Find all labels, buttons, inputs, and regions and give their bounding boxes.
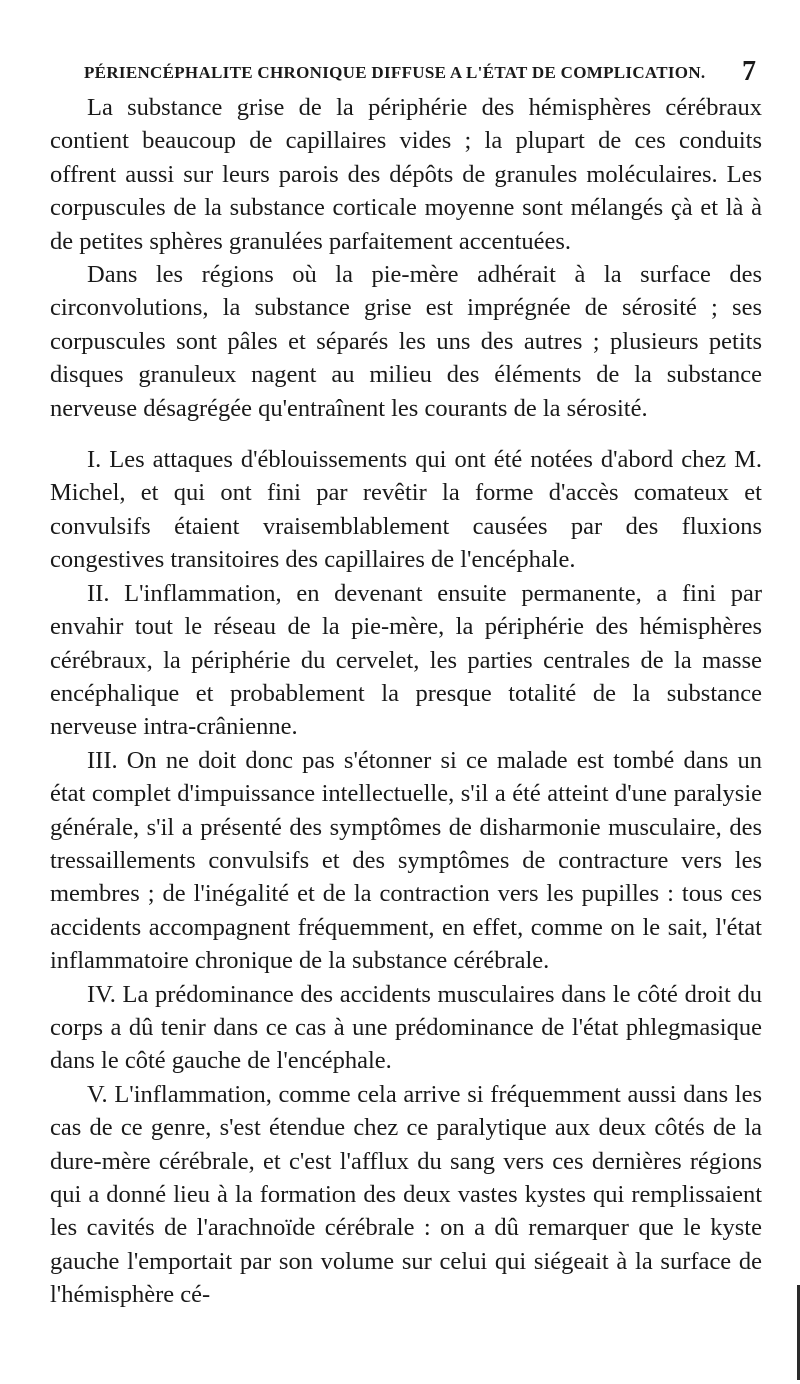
- paragraph-point-i: I. Les attaques d'éblouissements qui ont été notées d'abord chez M. Michel, et qui ont fini par revêtir la forme d'accès comateux et convulsifs étaient vraisemblablement causées par des fluxions congestives transitoires des capillaires de l'encéphale.: [50, 446, 762, 574]
- body-text: [50, 91, 762, 1312]
- page-number: 7: [742, 56, 756, 87]
- paragraph-point-iii: III. On ne doit donc pas s'étonner si ce malade est tombé dans un état complet d'impuissance intellectuelle, s'il a été atteint d'une paralysie générale, s'il a présenté des symptômes de disharmonie musculaire, des tressaillements convulsifs et des symptômes de contracture vers les membres ; de l'inégalité et de la contraction vers les pupilles : tous ces accidents accompagnent fréquemment, en effet, comme on le sait, l'état inflammatoire chronique de la substance cérébrale.: [50, 746, 762, 975]
- running-head: [84, 56, 756, 90]
- paragraph-point-iv: IV. La prédominance des accidents musculaires dans le côté droit du corps a dû tenir dans ce cas à une prédominance de l'état phlegmasique dans le côté gauche de l'encéphale.: [50, 980, 762, 1075]
- paragraph-grey-matter: La substance grise de la périphérie des hémisphères cérébraux contient beaucoup de capillaires vides ; la plupart de ces conduits offrent aussi sur leurs parois des dépôts de granules moléculaires. Les corpuscules de la substance corticale moyenne sont mélangés çà et là à de petites sphères granulées parfaitement accentuées.: [50, 94, 762, 255]
- running-title: PÉRIENCÉPHALITE CHRONIQUE DIFFUSE A L'ÉTAT DE COMPLICATION.: [84, 63, 706, 82]
- paragraph-pia-mater-regions: Dans les régions où la pie-mère adhérait à la surface des circonvolutions, la substance grise est imprégnée de sérosité ; ses corpuscules sont pâles et séparés les uns des autres ; plusieurs petits disques granuleux nagent au milieu des éléments de la substance nerveuse désagrégée qu'entraînent les courants de la sérosité.: [50, 261, 762, 422]
- paragraph-point-v: V. L'inflammation, comme cela arrive si fréquemment aussi dans les cas de ce genre, s'est étendue chez ce paralytique aux deux côtés de la dure-mère cérébrale, et c'est l'afflux du sang vers ces dernières régions qui a donné lieu à la formation des deux vastes kystes qui remplissaient les cavités de l'arachnoïde cérébrale : on a dû remarquer que le kyste gauche l'emportait par son volume sur celui qui siégeait à la surface de l'hémisphère cé-: [50, 1080, 762, 1309]
- paragraph-point-ii: II. L'inflammation, en devenant ensuite permanente, a fini par envahir tout le réseau de la pie-mère, la périphérie des hémisphères cérébraux, la périphérie du cervelet, les parties centrales de la masse encéphalique et probablement la presque totalité de la substance nerveuse intra-crânienne.: [50, 579, 762, 741]
